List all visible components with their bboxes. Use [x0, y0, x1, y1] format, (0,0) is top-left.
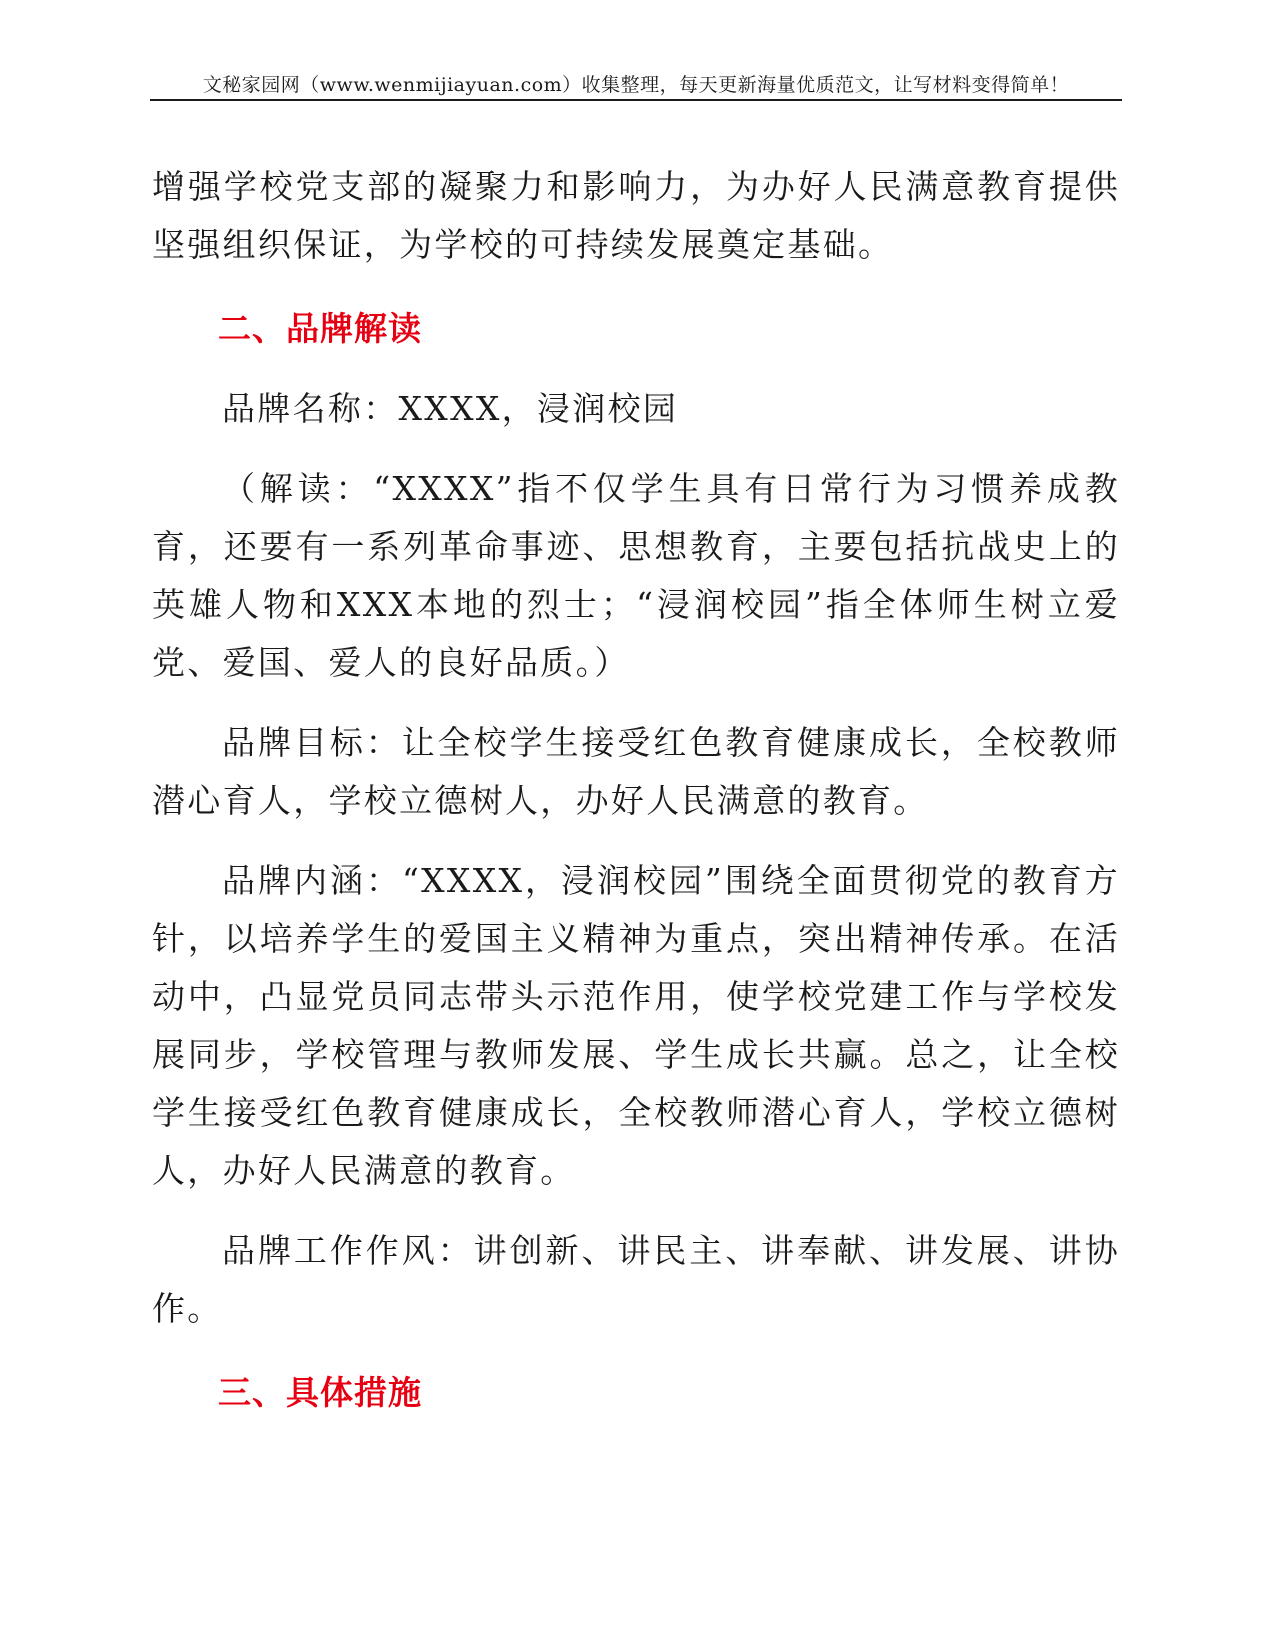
- brand-connotation-paragraph: 品牌内涵：“XXXX，浸润校园”围绕全面贯彻党的教育方针，以培养学生的爱国主义精神为重点，突出精神传承。在活动中，凸显党员同志带头示范作用，使学校党建工作与学校发展同步，学校管理与教师发展、学生成长共赢。总之，让全校学生接受红色教育健康成长，全校教师潜心育人，学校立德树人，办好人民满意的教育。: [152, 861, 1120, 1190]
- brand-interpretation-paragraph: （解读：“XXXX”指不仅学生具有日常行为习惯养成教育，还要有一系列革命事迹、思想教育，主要包括抗战史上的英雄人物和XXX本地的烈士；“浸润校园”指全体师生树立爱党、爱国、爱人的良好品质。）: [152, 469, 1120, 682]
- header-divider: [150, 99, 1122, 101]
- brand-work-style-paragraph: 品牌工作作风：讲创新、讲民主、讲奉献、讲发展、讲协作。: [152, 1231, 1120, 1328]
- section-heading-brand-interpretation: 二、品牌解读: [218, 309, 422, 348]
- brand-goal-paragraph: 品牌目标：让全校学生接受红色教育健康成长，全校教师潜心育人，学校立德树人，办好人民满意的教育。: [152, 723, 1120, 820]
- section-heading-specific-measures: 三、具体措施: [218, 1373, 422, 1412]
- document-body: [152, 158, 1120, 1422]
- brand-name-paragraph: 品牌名称：XXXX，浸润校园: [222, 389, 679, 428]
- intro-paragraph: 增强学校党支部的凝聚力和影响力，为办好人民满意教育提供坚强组织保证，为学校的可持续发展奠定基础。: [152, 167, 1120, 264]
- page-header: 文秘家园网（www.wenmijiayuan.com）收集整理，每天更新海量优质范文，让写材料变得简单！: [202, 74, 1070, 96]
